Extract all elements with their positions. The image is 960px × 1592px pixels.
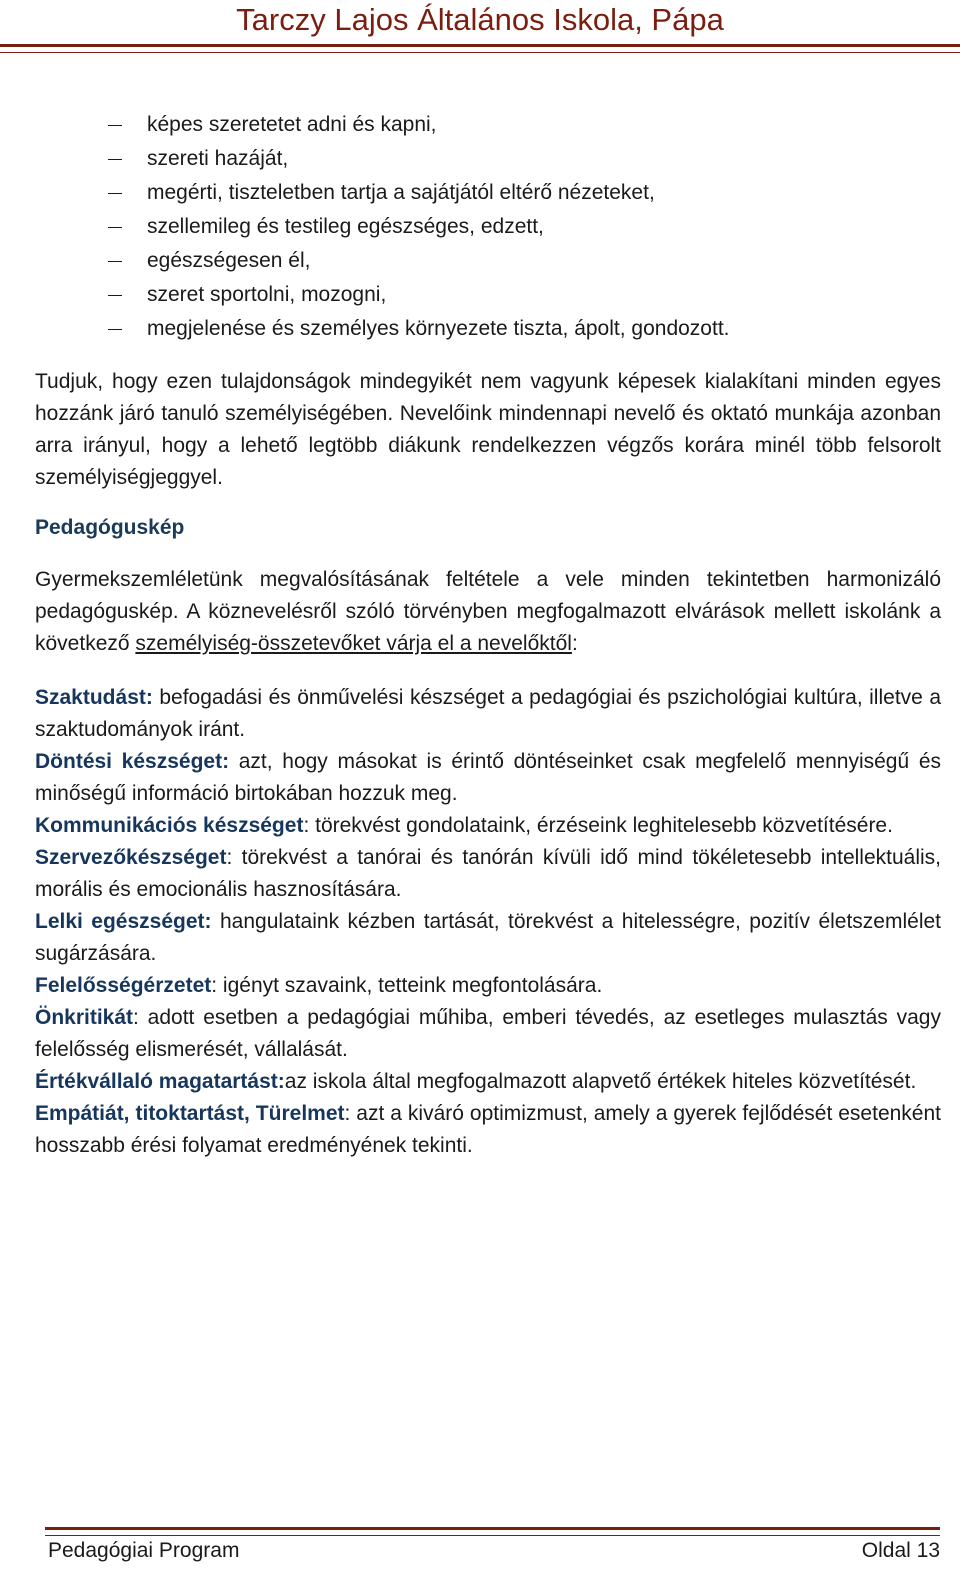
definition-term: Empátiát, titoktartást, Türelmet — [35, 1102, 345, 1125]
definition-term: Felelősségérzetet — [35, 974, 212, 997]
list-item — [35, 142, 941, 176]
definition-list — [35, 682, 941, 1162]
definition-term: Döntési készséget: — [35, 750, 230, 773]
definition-item — [35, 906, 941, 970]
intro-paragraph: Tudjuk, hogy ezen tulajdonságok mindegyikét nem vagyunk képesek kialakítani minden egyes hozzánk járó tanuló személyiségében. Nevelőink mindennapi nevelő és oktató munkája azonban arra irányul, hogy a lehető legtöbb diákunk rendelkezzen végzős korára minél több felsorolt személyiségjeggyel. — [35, 370, 941, 489]
definition-text: befogadási és önművelési készséget a pedagógiai és pszichológiai kultúra, illetve a szaktudományok iránt. — [35, 686, 941, 741]
definition-item — [35, 970, 941, 1002]
header-rule — [0, 44, 960, 53]
list-item-text: megjelenése és személyes környezete tiszta, ápolt, gondozott. — [147, 317, 730, 340]
list-item-text: képes szeretetet adni és kapni, — [147, 113, 437, 136]
trait-list — [35, 108, 941, 346]
list-item — [35, 312, 941, 346]
section-heading: Pedagóguskép — [35, 516, 185, 539]
definition-item — [35, 1002, 941, 1066]
definition-item — [35, 810, 941, 842]
footer-document-name: Pedagógiai Program — [48, 1539, 240, 1562]
definition-term: Önkritikát — [35, 1006, 134, 1029]
definition-text: az iskola által megfogalmazott alapvető értékek hiteles közvetítését. — [284, 1070, 917, 1093]
definition-text: azt, hogy másokat is érintő döntéseinket csak megfelelő mennyiségű és minőségű információ birtokában hozzuk meg. — [35, 750, 942, 805]
list-item-text: szeret sportolni, mozogni, — [147, 283, 387, 306]
definition-text: hangulataink kézben tartását, törekvést a hitelességre, pozitív életszemlélet sugárzására. — [35, 910, 942, 965]
list-item — [35, 108, 941, 142]
footer-page-number: Oldal 13 — [861, 1539, 940, 1562]
list-item — [35, 210, 941, 244]
list-item-text: egészségesen él, — [147, 249, 311, 272]
definition-item — [35, 682, 941, 746]
section-paragraph — [35, 564, 941, 660]
definition-term: Kommunikációs készséget — [35, 814, 304, 837]
list-item-text: szereti hazáját, — [147, 147, 289, 170]
list-item — [35, 244, 941, 278]
page-header-title: Tarczy Lajos Általános Iskola, Pápa — [236, 2, 724, 37]
paragraph-end: : — [571, 632, 578, 655]
definition-text: : törekvést a tanórai és tanórán kívüli idő mind tökéletesebb intellektuális, morális és emocionális hasznosítására. — [35, 846, 941, 901]
list-item — [35, 176, 941, 210]
definition-text: : törekvést gondolataink, érzéseink leghitelesebb közvetítésére. — [303, 814, 893, 837]
definition-term: Szervezőkészséget — [35, 846, 227, 869]
definition-item — [35, 1066, 941, 1098]
definition-term: Értékvállaló magatartást: — [35, 1070, 285, 1093]
definition-term: Lelki egészséget: — [35, 910, 212, 933]
footer-rule — [45, 1527, 940, 1536]
list-item-text: megérti, tiszteletben tartja a sajátjától eltérő nézeteket, — [147, 181, 655, 204]
page-content — [35, 108, 941, 1162]
definition-item — [35, 746, 941, 810]
definition-item — [35, 1098, 941, 1162]
paragraph-text: Gyermekszemléletünk megvalósításának feltétele a vele minden tekintetben harmonizáló pedagóguskép. A köznevelésről szóló törvényben megfogalmazott elvárások mellett iskolánk a következő — [35, 568, 941, 655]
list-item — [35, 278, 941, 312]
underlined-text: személyiség-összetevőket várja el a nevelőktől — [135, 632, 572, 655]
definition-text: : azt a kiváró optimizmust, amely a gyerek fejlődését esetenként hosszabb érési folyamat eredményének tekinti. — [35, 1102, 941, 1157]
definition-text: : igényt szavaink, tetteink megfontolására. — [211, 974, 603, 997]
definition-text: : adott esetben a pedagógiai műhiba, emberi tévedés, az esetleges mulasztás vagy felelősség elismerését, vállalását. — [35, 1006, 941, 1061]
definition-item — [35, 842, 941, 906]
list-item-text: szellemileg és testileg egészséges, edzett, — [147, 215, 544, 238]
definition-term: Szaktudást: — [35, 686, 153, 709]
